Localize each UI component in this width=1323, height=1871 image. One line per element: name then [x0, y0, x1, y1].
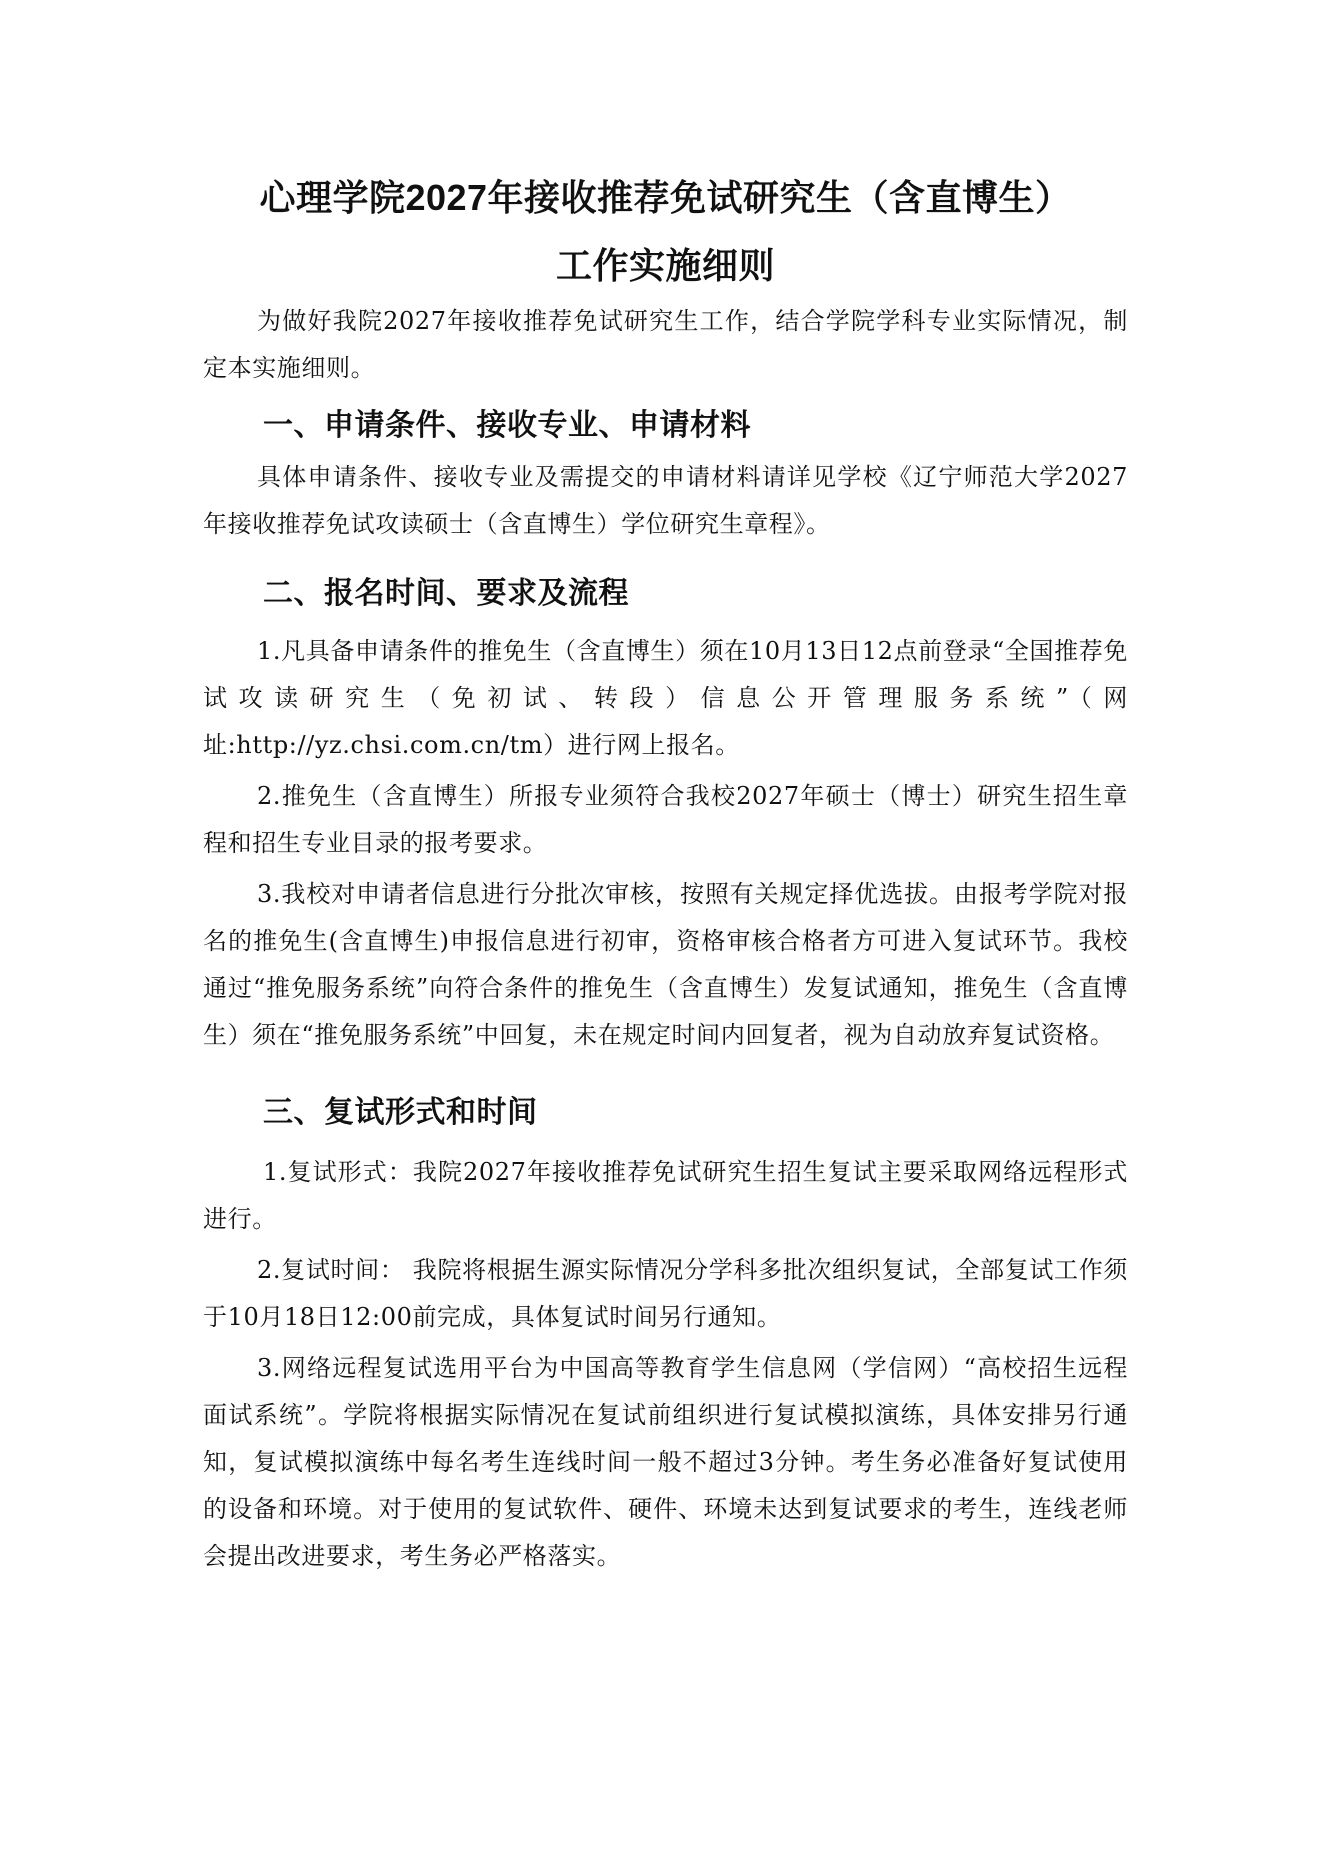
section-2-paragraph-3: 3.我校对申请者信息进行分批次审核，按照有关规定择优选拔。由报考学院对报名的推免生(含直博生)申报信息进行初审，资格审核合格者方可进入复试环节。我校通过“推免服务系统”向符合条件的推免生（含直博生）发复试通知，推免生（含直博生）须在“推免服务系统”中回复，未在规定时间内回复者，视为自动放弃复试资格。 — [203, 880, 1128, 1049]
intro-paragraph: 为做好我院2027年接收推荐免试研究生工作，结合学院学科专业实际情况，制定本实施细则。 — [203, 307, 1128, 382]
section-3-paragraph-1: 1.复试形式：我院2027年接收推荐免试研究生招生复试主要采取网络远程形式进行。 — [203, 1158, 1128, 1233]
section-heading-1: 一、申请条件、接收专业、申请材料 — [263, 409, 751, 442]
section-1-paragraph-1: 具体申请条件、接收专业及需提交的申请材料请详见学校《辽宁师范大学2027年接收推荐免试攻读硕士（含直博生）学位研究生章程》。 — [203, 463, 1128, 538]
section-heading-3: 三、复试形式和时间 — [263, 1096, 538, 1129]
document-title: 心理学院2027年接收推荐免试研究生（含直博生） — [259, 177, 1072, 218]
section-heading-2: 二、报名时间、要求及流程 — [263, 577, 629, 610]
section-3-paragraph-2: 2.复试时间： 我院将根据生源实际情况分学科多批次组织复试，全部复试工作须于10月18日12:00前完成，具体复试时间另行通知。 — [203, 1256, 1128, 1331]
section-3-paragraph-3: 3.网络远程复试选用平台为中国高等教育学生信息网（学信网）“高校招生远程面试系统”。学院将根据实际情况在复试前组织进行复试模拟演练，具体安排另行通知，复试模拟演练中每名考生连线时间一般不超过3分钟。考生务必准备好复试使用的设备和环境。对于使用的复试软件、硬件、环境未达到复试要求的考生，连线老师会提出改进要求，考生务必严格落实。 — [203, 1354, 1128, 1570]
document-subtitle: 工作实施细则 — [555, 245, 775, 286]
section-2-paragraph-2: 2.推免生（含直博生）所报专业须符合我校2027年硕士（博士）研究生招生章程和招生专业目录的报考要求。 — [203, 782, 1128, 857]
section-2-paragraph-1: 1.凡具备申请条件的推免生（含直博生）须在10月13日12点前登录“全国推荐免试攻读研究生（免初试、转段）信息公开管理服务系统”（网址:http://yz.chsi.com.cn/tm）进行网上报名。 — [203, 637, 1128, 759]
document-body — [203, 150, 1128, 1580]
